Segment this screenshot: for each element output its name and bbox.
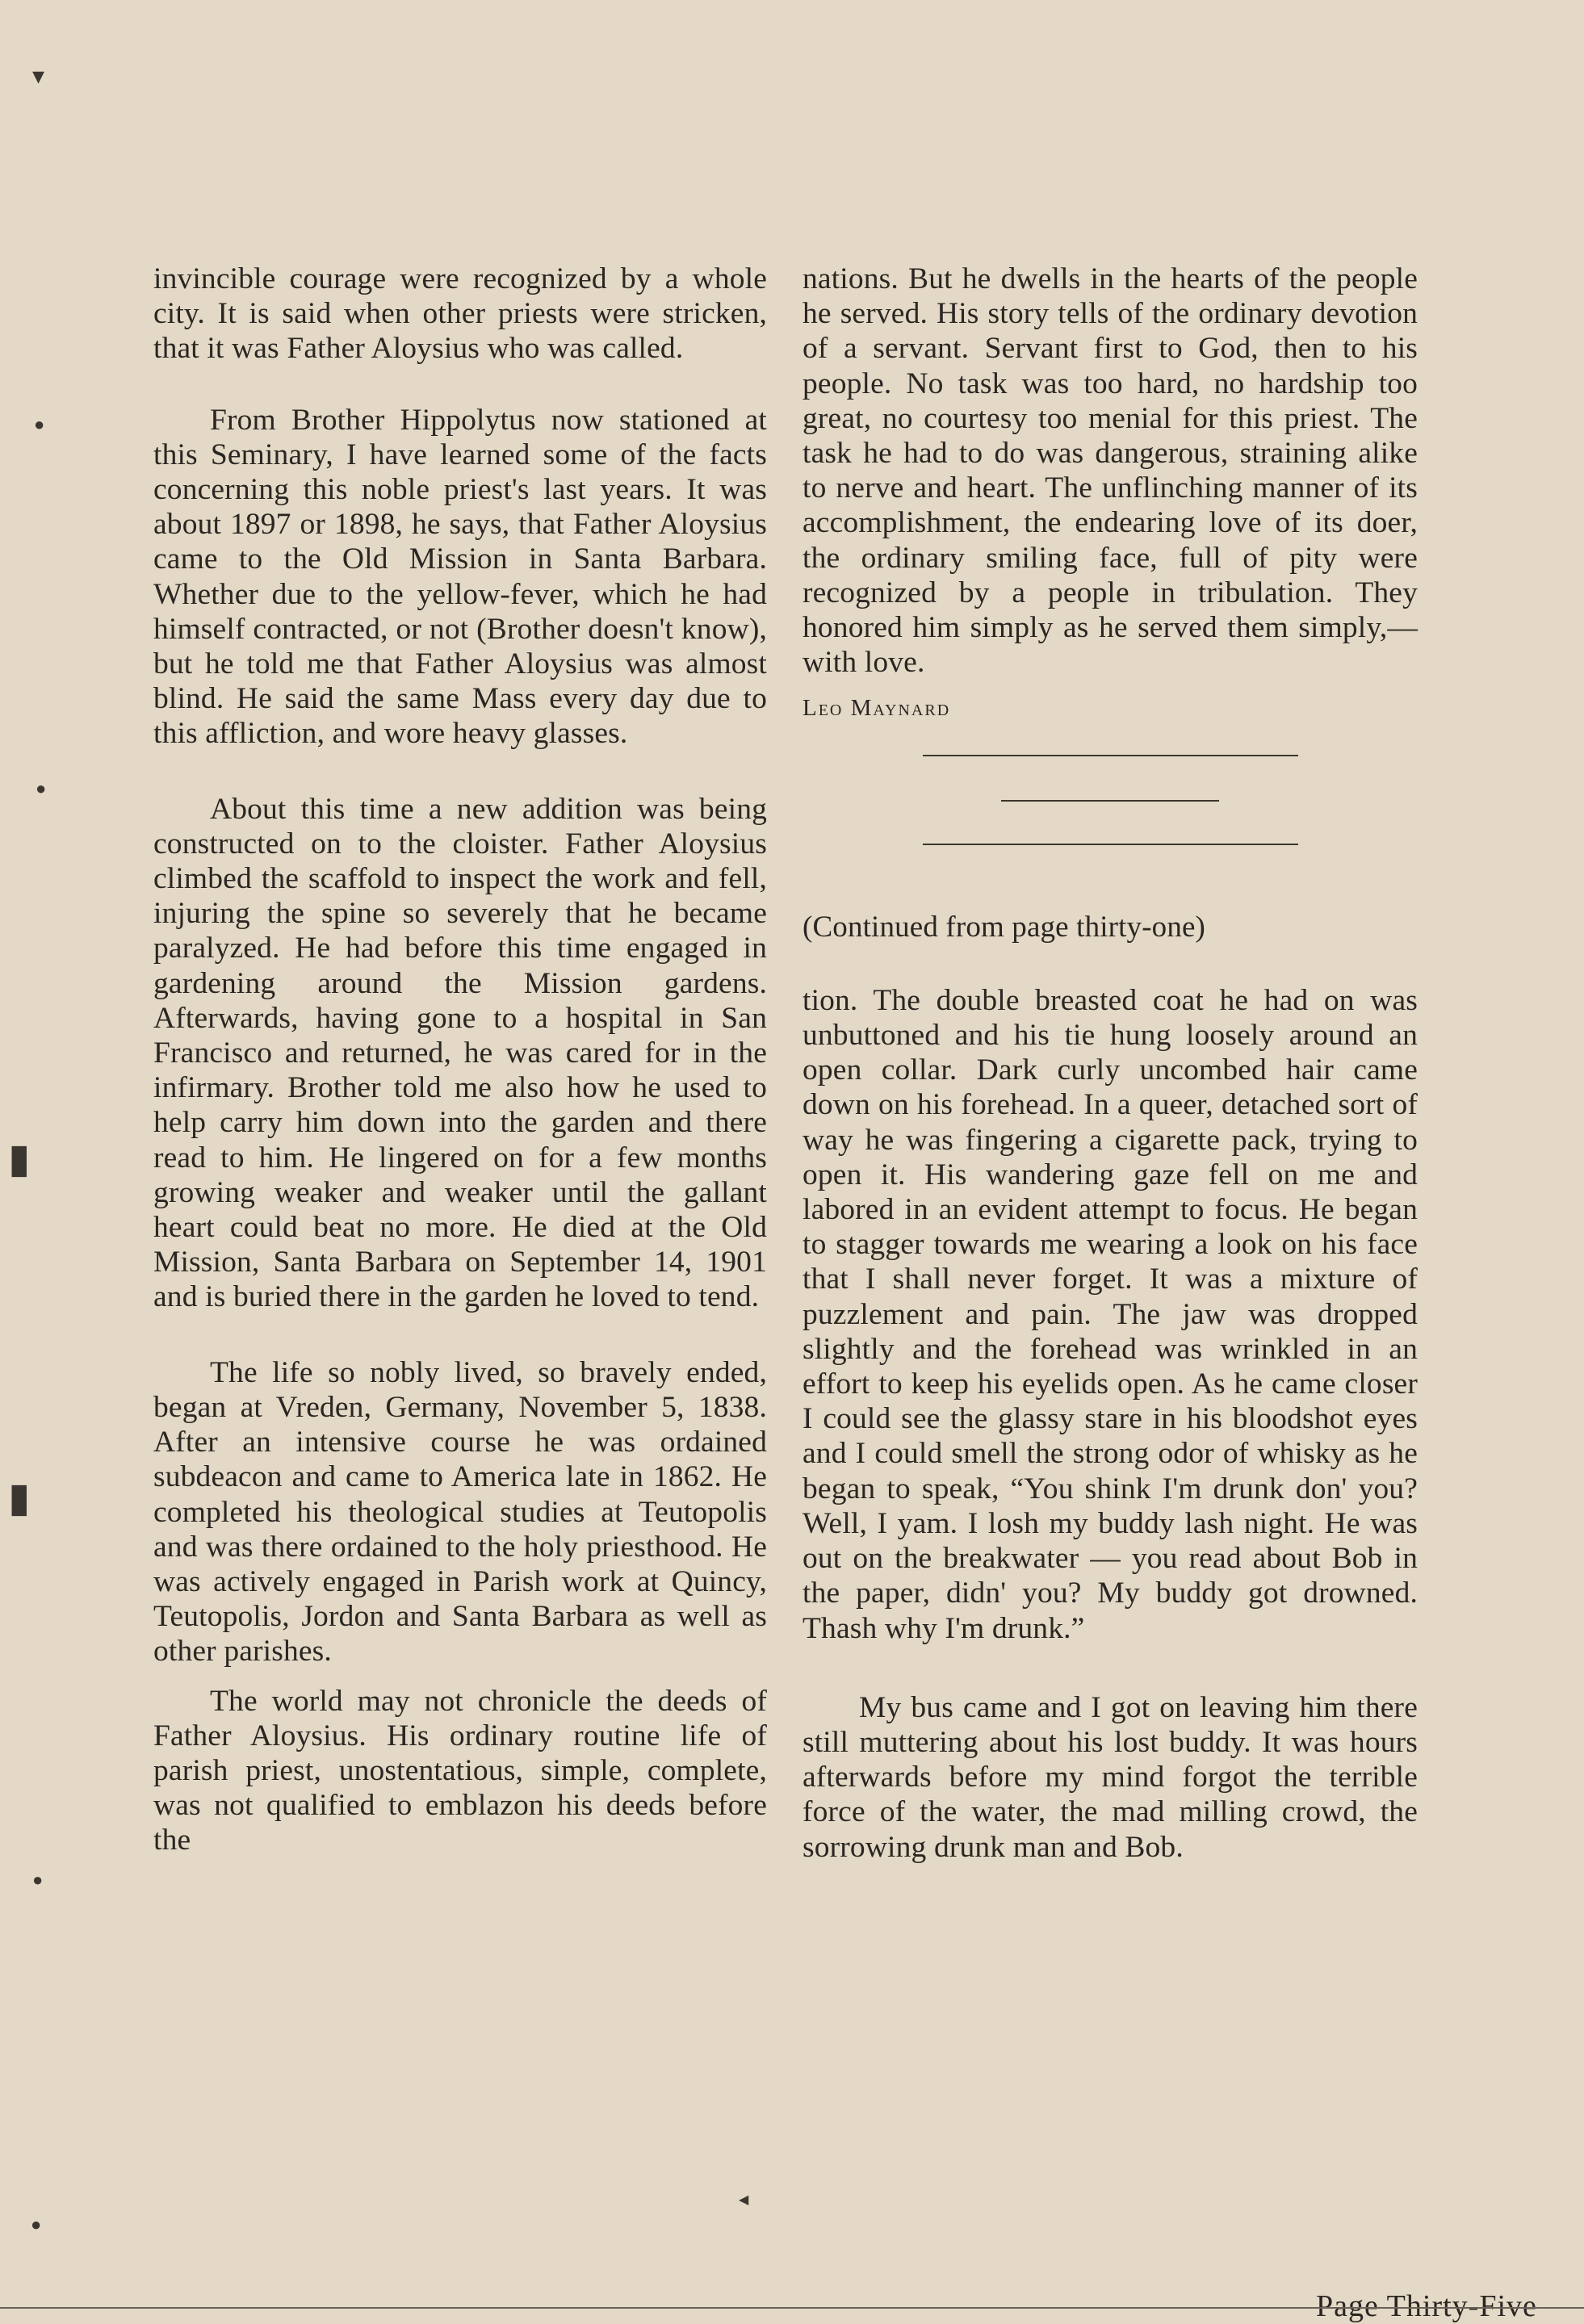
paragraph: From Brother Hippolytus now stationed at this Seminary, I have learned some of the facts concerning this noble priest's last years. It was about 1897 or 1898, he says, that Father Aloysius came to the Old Mission in Santa Barbara. Whether due to the yellow-fever, which he had himself contracted, or not (Brother doesn't know), but he told me that Father Aloysius was almost blind. He said the same Mass every day due to this affliction, and wore heavy glasses.: [153, 403, 767, 751]
binding-mark: ●: [36, 778, 47, 798]
paragraph: The world may not chronicle the deeds of Father Aloysius. His ordinary routine life of parish priest, unostentatious, simple, complete, was not qualified to emblazon his deeds before the: [153, 1684, 767, 1857]
divider-rule: [923, 755, 1298, 756]
page-bottom-rule: [0, 2307, 1584, 2309]
paragraph: tion. The double breasted coat he had on was unbuttoned and his tie hung loosely around an open collar. Dark curly uncombed hair came down on his forehead. In a queer, detached sort of way he was fingering a cigarette pack, trying to open it. His wandering gaze fell on me and labored in an evident attempt to focus. He began to stagger towards me wearing a look on his face that I shall never forget. It was a mixture of puzzlement and pain. The jaw was dropped slightly and the forehead was wrinkled in an effort to keep his eyelids open. As he came closer I could see the glassy stare in his bloodshot eyes and I could smell the strong odor of whisky as he began to speak, “You shink I'm drunk don' you? Well, I yam. I losh my buddy lash night. He was out on the breakwater — you read about Bob in the paper, didn' you? My buddy got drowned. Thash why I'm drunk.”: [802, 983, 1418, 1645]
divider-rule: [923, 844, 1298, 845]
binding-mark: ●: [32, 1870, 44, 1890]
left-column: [153, 262, 767, 1858]
binding-mark: ●: [31, 2214, 42, 2234]
paragraph: invincible courage were recognized by a whole city. It is said when other priests were stricken, that it was Father Aloysius who was called.: [153, 262, 767, 366]
binding-mark: ●: [34, 414, 45, 434]
binding-mark: ▮: [8, 1475, 31, 1520]
paragraph: nations. But he dwells in the hearts of the people he served. His story tells of the ordinary devotion of a servant. Servant first to God, then to his people. No task was too hard, no hardship too great, no courtesy too menial for this priest. The task he had to do was dangerous, straining alike to nerve and heart. The unflinching manner of its accomplishment, the endearing love of its doer, the ordinary smiling face, full of pity were recognized by a people in tribulation. They honored him simply as he served them simply,—with love.: [802, 262, 1418, 680]
author-signature: Leo Maynard: [802, 695, 951, 722]
divider-rule: [1001, 800, 1219, 802]
page-number: Page Thirty-Five: [1316, 2289, 1537, 2323]
center-speck: ◀: [739, 2193, 749, 2207]
paragraph: The life so nobly lived, so bravely ended, began at Vreden, Germany, November 5, 1838. After an intensive course he was ordained subdeacon and came to America late in 1862. He completed his theological studies at Teutopolis and was there ordained to the holy priesthood. He was actively engaged in Parish work at Quincy, Teutopolis, Jordon and Santa Barbara as well as other parishes.: [153, 1355, 767, 1669]
paragraph: About this time a new addition was being constructed on to the cloister. Father Aloysius climbed the scaffold to inspect the work and fell, injuring the spine so severely that he became paralyzed. He had before this time engaged in gardening around the Mission gardens. Afterwards, having gone to a hospital in San Francisco and returned, he was cared for in the infirmary. Brother told me also how he used to help carry him down into the garden and there read to him. He lingered on for a few months growing weaker and weaker until the gallant heart could beat no more. He died at the Old Mission, Santa Barbara on September 14, 1901 and is buried there in the garden he loved to tend.: [153, 792, 767, 1314]
paragraph: My bus came and I got on leaving him there still muttering about his lost buddy. It was hours afterwards before my mind forgot the terrible force of the water, the mad milling crowd, the sorrowing drunk man and Bob.: [802, 1690, 1418, 1864]
binding-mark: ▾: [32, 63, 45, 90]
right-column: [802, 262, 1418, 1865]
binding-mark: ▮: [8, 1136, 31, 1181]
continued-note: (Continued from page thirty-one): [802, 910, 1206, 944]
